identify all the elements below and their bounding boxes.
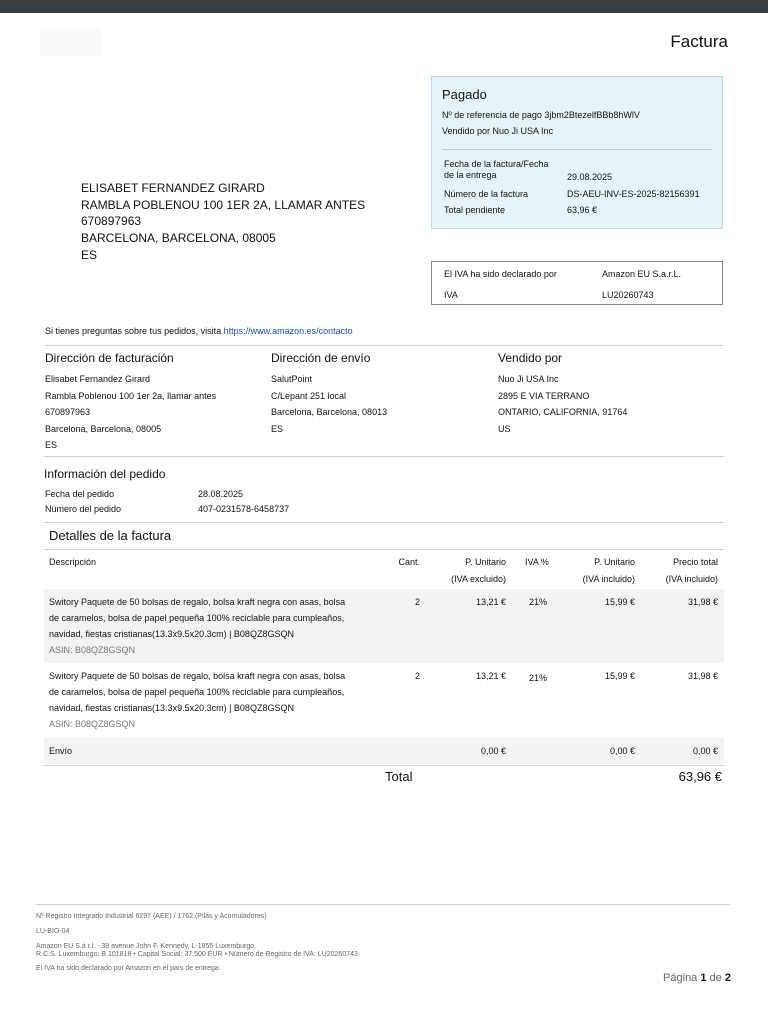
- footer-registry: Nº Registro Integrado Industrial 6297 (AEE) / 1762 (Pilas y Acumuladores): [36, 913, 267, 920]
- order-number-value: 407-0231578-6458737: [198, 504, 290, 514]
- divider: [44, 765, 724, 766]
- item-description: Switory Paquete de 50 bolsas de regalo, bolsa kraft negra con asas, bolsa de caramelos, bolsa de papel pequeña 100% reciclable para cumpleaños, navidad, fiestas cristianas(13.3x9.5x20.3cm) | B08QZ8GSQN ASIN: B08QZ8GSQN: [49, 594, 379, 658]
- shipping-line: ES: [271, 423, 284, 434]
- divider: [44, 456, 724, 457]
- sold-by-heading: Vendido por: [498, 351, 563, 365]
- divider: [44, 345, 724, 346]
- billing-heading: Dirección de facturación: [45, 351, 174, 365]
- invoice-number-value: DS-AEU-INV-ES-2025-82156391: [567, 189, 700, 199]
- contact-text: Si tienes preguntas sobre tus pedidos, visita: [45, 326, 222, 336]
- billing-line: ES: [45, 440, 58, 450]
- item-total: 31,98 €: [687, 671, 718, 681]
- divider: [44, 549, 724, 550]
- payment-reference: Nº de referencia de pago 3jbm2BtezelfBBb8hWlV: [442, 110, 640, 120]
- col-qty: Cant.: [398, 557, 420, 567]
- shipping-heading: Dirección de envío: [271, 351, 371, 365]
- vat-declared-by-label: El IVA ha sido declarado por: [444, 269, 557, 279]
- payment-summary-box: [431, 76, 723, 229]
- item-description: Switory Paquete de 50 bolsas de regalo, bolsa kraft negra con asas, bolsa de caramelos, bolsa de papel pequeña 100% reciclable para cumpleaños, navidad, fiestas cristianas(13.3x9.5x20.3cm) | B08QZ8GSQN ASIN: B08QZ8GSQN: [49, 668, 379, 732]
- footer-bio-code: LU-BIO-04: [36, 928, 70, 935]
- vat-declared-by-value: Amazon EU S.a.r.L.: [602, 269, 682, 279]
- item-unit-excl: 13,21 €: [475, 671, 506, 681]
- shipping-line: Barcelona, Barcelona, 08013: [271, 407, 388, 417]
- address-line: ELISABET FERNANDEZ GIRARD: [81, 181, 265, 195]
- shipping-unit-excl: 0,00 €: [480, 746, 506, 756]
- address-line: BARCELONA, BARCELONA, 08005: [81, 231, 276, 246]
- col-total: Precio total (IVA incluido): [665, 557, 718, 584]
- customer-address: [81, 180, 365, 264]
- shipping-line: C/Lepant 251 local: [271, 390, 347, 401]
- vat-declaration-box: [431, 261, 723, 305]
- contact-link[interactable]: https://www.amazon.es/contacto: [223, 326, 353, 336]
- pending-total-label: Total pendiente: [444, 205, 506, 215]
- logo-placeholder: [40, 28, 102, 56]
- sold-by-line: 2895 E VIA TERRANO: [498, 390, 590, 401]
- order-number-label: Número del pedido: [45, 504, 122, 514]
- footer-vat-note: El IVA ha sido declarado por Amazon en el país de entrega: [36, 965, 219, 972]
- invoice-number-label: Número de la factura: [444, 189, 529, 199]
- col-vat: IVA %: [525, 557, 549, 567]
- document-title: Factura: [670, 32, 728, 51]
- pending-total-value: 63,96 €: [567, 205, 598, 215]
- col-description: Descripción: [49, 557, 97, 567]
- invoice-details-heading: Detalles de la factura: [49, 528, 172, 543]
- sold-by-line: Nuo Ji USA Inc: [498, 374, 559, 384]
- sold-by-line: US: [498, 423, 511, 434]
- shipping-address: [271, 351, 387, 437]
- item-total: 31,98 €: [687, 597, 718, 607]
- item-asin: ASIN: B08QZ8GSQN: [49, 719, 136, 729]
- item-qty: 2: [414, 671, 420, 681]
- billing-line: Rambla Poblenou 100 1er 2a, llamar antes: [45, 390, 217, 401]
- top-bar: [0, 0, 768, 13]
- order-date-label: Fecha del pedido: [45, 489, 115, 499]
- invoice-date-label: Fecha de la factura/Fecha de la entrega: [444, 159, 549, 180]
- address-line: ES: [81, 247, 98, 262]
- billing-line: 670897963: [45, 407, 91, 417]
- col-unit-excl: P. Unitario (IVA excluido): [451, 557, 506, 584]
- total-value: 63,96 €: [678, 769, 722, 784]
- sold-by-address: [498, 351, 627, 437]
- item-unit-excl: 13,21 €: [475, 597, 506, 607]
- billing-line: Barcelona, Barcelona, 08005: [45, 423, 162, 434]
- sold-by-line: ONTARIO, CALIFORNIA, 91764: [498, 407, 628, 417]
- item-vat: 21%: [529, 597, 548, 607]
- total-label: Total: [385, 769, 413, 784]
- billing-line: Elisabet Fernandez Girard: [45, 374, 151, 384]
- item-vat: 21%: [529, 673, 548, 683]
- address-line: 670897963: [81, 214, 142, 229]
- item-asin: ASIN: B08QZ8GSQN: [49, 645, 136, 655]
- footer-divider: [36, 904, 730, 905]
- shipping-line: SalutPoint: [271, 374, 313, 384]
- payment-status: Pagado: [442, 87, 487, 102]
- billing-address: [45, 351, 216, 454]
- page-indicator: Página 1 de 2: [663, 972, 731, 984]
- divider: [44, 522, 724, 523]
- address-line: RAMBLA POBLENOU 100 1ER 2A, LLAMAR ANTES: [81, 197, 366, 212]
- order-date-value: 28.08.2025: [198, 489, 244, 499]
- shipping-unit-incl: 0,00 €: [609, 746, 635, 756]
- footer-company-address: Amazon EU S.à r.l. - 38 avenue John F. Kennedy, L-1855 Luxemburgo: [36, 943, 255, 950]
- invoice-date-value: 29.08.2025: [567, 172, 613, 182]
- footer-company-registry: R.C.S. Luxemburgo: B 101818 • Capital Social: 37.500 EUR • Número de Registro de IVA: LU20260743: [36, 951, 358, 958]
- payment-divider: [442, 149, 712, 150]
- shipping-row-label: Envío: [49, 746, 73, 756]
- item-unit-incl: 15,99 €: [604, 597, 635, 607]
- payment-seller: Vendido por Nuo Ji USA Inc: [442, 126, 554, 136]
- item-qty: 2: [414, 597, 420, 607]
- contact-line: [45, 326, 353, 336]
- order-info-heading: Información del pedido: [44, 467, 166, 481]
- item-unit-incl: 15,99 €: [604, 671, 635, 681]
- shipping-total: 0,00 €: [692, 746, 718, 756]
- col-unit-incl: P. Unitario (IVA incluido): [582, 557, 635, 584]
- vat-label: IVA: [444, 290, 458, 300]
- vat-number: LU20260743: [602, 290, 654, 300]
